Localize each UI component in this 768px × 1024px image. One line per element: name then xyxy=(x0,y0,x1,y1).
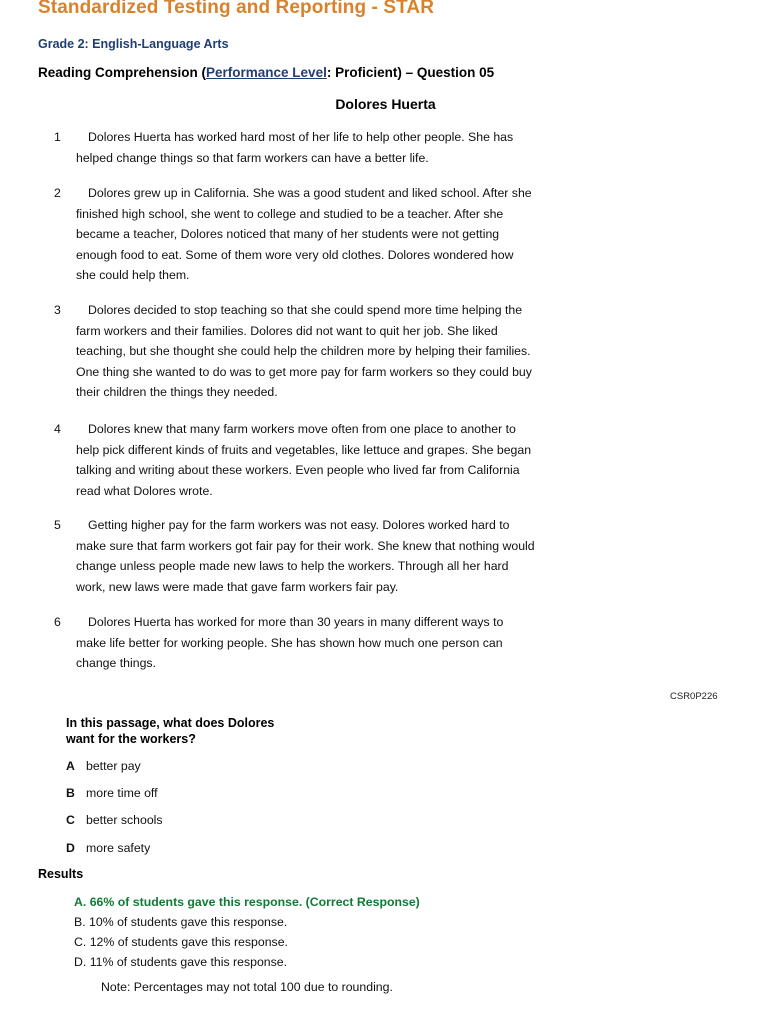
paragraph-number: 5 xyxy=(54,518,61,532)
grade-subject-heading: Grade 2: English-Language Arts xyxy=(38,37,229,51)
passage-paragraph xyxy=(54,612,554,674)
question-heading-suffix: : Proficient) – Question 05 xyxy=(326,65,495,80)
option-letter: A xyxy=(66,759,75,773)
performance-level-link[interactable]: Performance Level xyxy=(206,65,327,80)
passage-paragraph xyxy=(54,183,554,286)
answer-option xyxy=(66,841,150,855)
paragraph-text: Dolores decided to stop teaching so that she could spend more time helping the farm workers and their families. Dolores did not want to quit her job. She liked teaching, but she thought she could help the children more by helping their families. One thing she wanted to do was to get more pay for farm workers so they could buy their children the things they needed. xyxy=(76,303,532,399)
paragraph-text: Dolores Huerta has worked hard most of her life to help other people. She has helped change things so that farm workers can have a better life. xyxy=(76,130,514,165)
results-heading: Results xyxy=(38,867,84,881)
paragraph-number: 3 xyxy=(54,303,61,317)
paragraph-number: 2 xyxy=(54,186,61,200)
option-text: more safety xyxy=(86,841,151,855)
paragraph-number: 1 xyxy=(54,130,61,144)
passage-paragraph xyxy=(54,300,554,403)
option-letter: C xyxy=(66,813,75,827)
paragraph-number: 6 xyxy=(54,615,61,629)
question-heading-prefix: Reading Comprehension ( xyxy=(38,65,207,80)
paragraph-text: Dolores Huerta has worked for more than 30 years in many different ways to make life better for working people. She has shown how much one person can change things. xyxy=(76,615,504,670)
paragraph-number: 4 xyxy=(54,422,61,436)
passage-code: CSR0P226 xyxy=(670,691,718,702)
question-heading xyxy=(38,65,494,80)
result-line: B. 10% of students gave this response. xyxy=(74,915,288,929)
question-stem: In this passage, what does Dolores want for the workers? xyxy=(66,716,275,746)
option-text: better pay xyxy=(86,759,141,773)
option-letter: D xyxy=(66,841,75,855)
page-title: Standardized Testing and Reporting - STAR xyxy=(38,0,435,18)
answer-option xyxy=(66,813,163,827)
rounding-note: Note: Percentages may not total 100 due to rounding. xyxy=(101,980,393,994)
result-line: C. 12% of students gave this response. xyxy=(74,935,288,949)
result-line-correct: A. 66% of students gave this response. (Correct Response) xyxy=(74,895,420,909)
paragraph-text: Dolores knew that many farm workers move often from one place to another to help pick different kinds of fruits and vegetables, like lettuce and grapes. She began talking and writing about these workers. Even people who lived far from California read what Dolores wrote. xyxy=(76,422,532,498)
option-text: better schools xyxy=(86,813,163,827)
answer-option xyxy=(66,786,158,800)
result-line: D. 11% of students gave this response. xyxy=(74,955,288,969)
passage-paragraph xyxy=(54,515,554,597)
paragraph-text: Getting higher pay for the farm workers was not easy. Dolores worked hard to make sure that farm workers got fair pay for their work. She knew that nothing would change unless people made new laws to help the workers. Through all her hard work, new laws were made that gave farm workers fair pay. xyxy=(76,518,535,594)
paragraph-text: Dolores grew up in California. She was a good student and liked school. After she finished high school, she went to college and studied to be a teacher. After she became a teacher, Dolores noticed that many of her students were not getting enough food to eat. Some of them wore very old clothes. Dolores wondered how she could help them. xyxy=(76,186,532,282)
passage-paragraph xyxy=(54,127,554,168)
passage-paragraph xyxy=(54,419,554,501)
option-letter: B xyxy=(66,786,75,800)
option-text: more time off xyxy=(86,786,158,800)
answer-option xyxy=(66,759,141,773)
passage-title: Dolores Huerta xyxy=(335,96,436,112)
